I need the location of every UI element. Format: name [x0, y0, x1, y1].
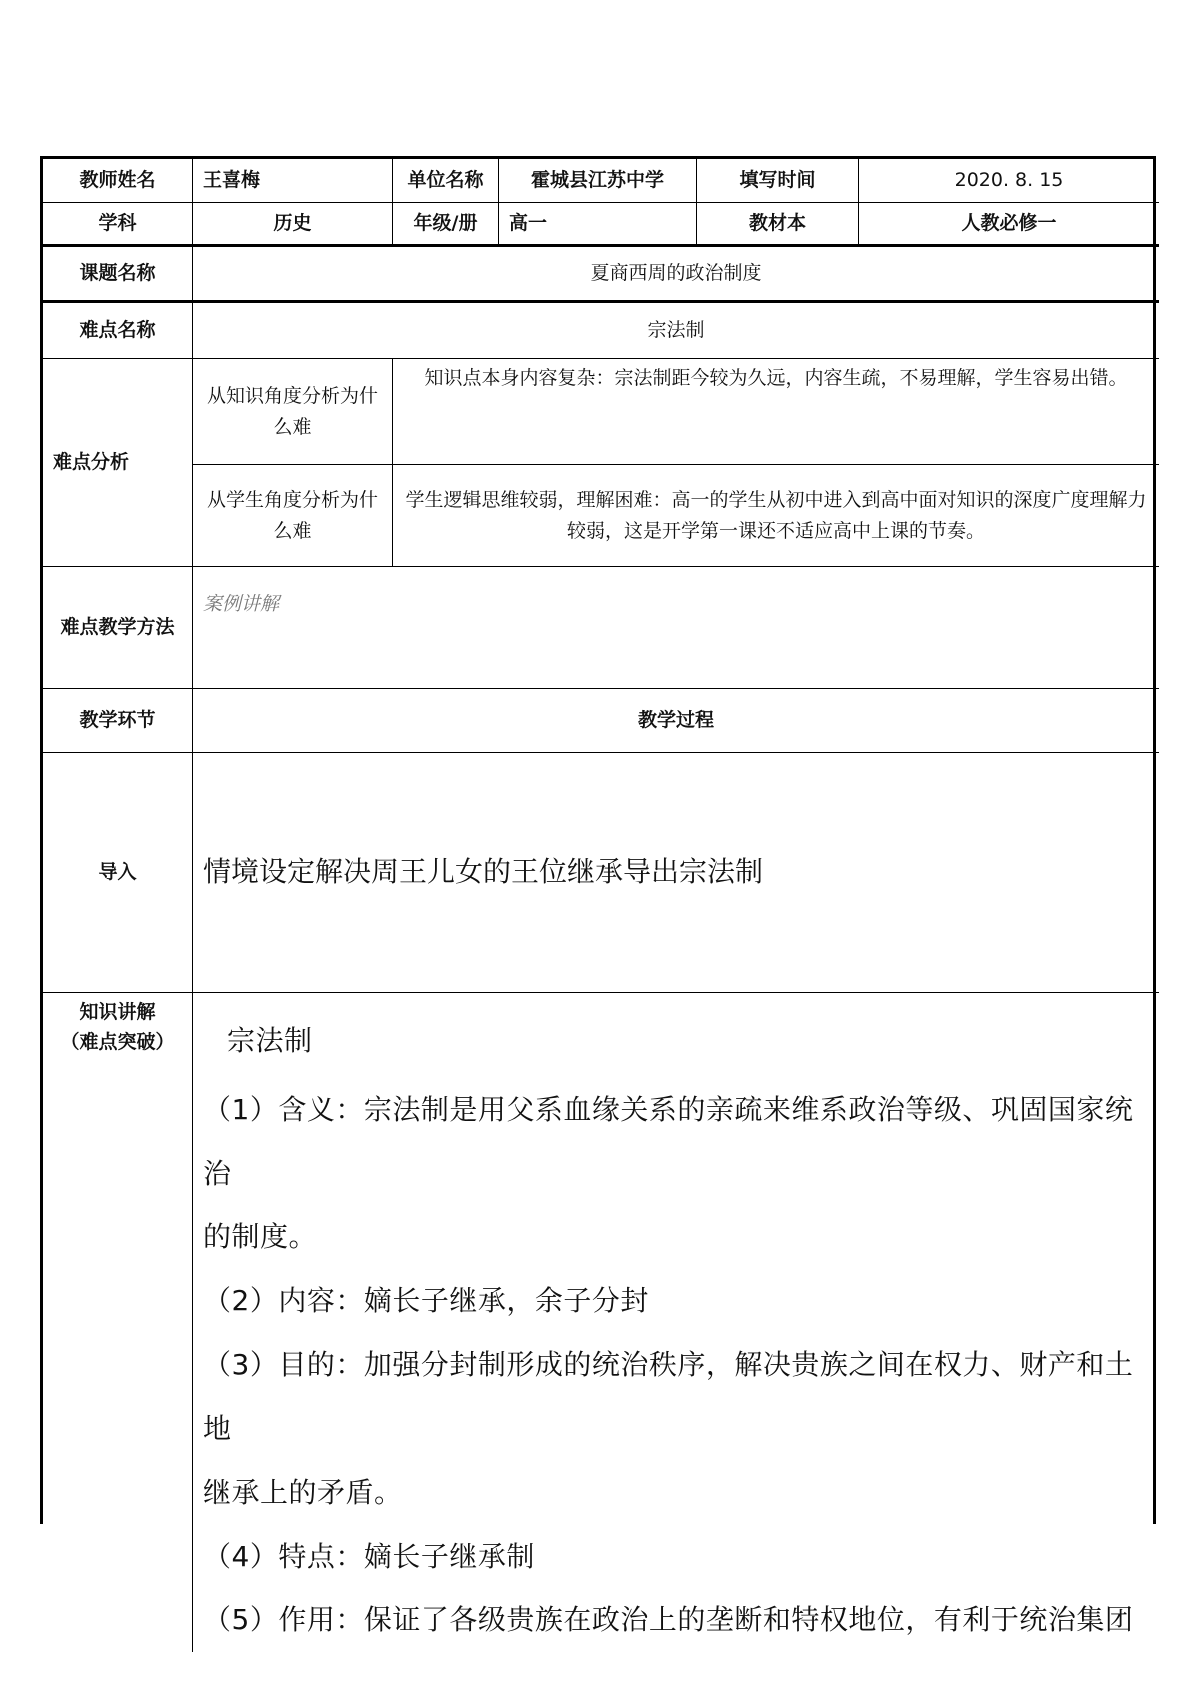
date-label: 填写时间	[697, 159, 859, 203]
topic-value: 夏商西周的政治制度	[193, 247, 1159, 303]
knowledge-line-5: 继承上的矛盾。	[203, 1475, 403, 1509]
intro-label: 导入	[43, 753, 193, 993]
textbook-label: 教材本	[697, 203, 859, 247]
subject-value: 历史	[193, 203, 393, 247]
date-value: 2020. 8. 15	[859, 159, 1159, 203]
teacher-label: 教师姓名	[43, 159, 193, 203]
knowledge-line-2: 的制度。	[203, 1220, 318, 1254]
knowledge-line-7: （5）作用：保证了各级贵族在政治上的垄断和特权地位，有利于统治集团	[203, 1603, 1134, 1637]
topic-label: 课题名称	[43, 247, 193, 303]
knowledge-label	[43, 993, 193, 1652]
method-value: 案例讲解	[193, 567, 1159, 689]
knowledge-line-6: （4）特点：嫡长子继承制	[203, 1539, 535, 1573]
method-label: 难点教学方法	[43, 567, 193, 689]
knowledge-label-line2: （难点突破）	[60, 1031, 175, 1054]
grade-value: 高一	[499, 203, 697, 247]
process-label: 教学环节	[43, 689, 193, 753]
intro-text: 情境设定解决周王儿女的王位继承导出宗法制	[193, 753, 1159, 993]
knowledge-angle-text: 知识点本身内容复杂：宗法制距今较为久远，内容生疏，不易理解，学生容易出错。	[393, 359, 1159, 465]
subject-label: 学科	[43, 203, 193, 247]
knowledge-title: 宗法制	[227, 1024, 313, 1057]
analysis-label: 难点分析	[43, 359, 193, 567]
textbook-value: 人教必修一	[859, 203, 1159, 247]
teacher-name: 王喜梅	[193, 159, 393, 203]
knowledge-angle-label: 从知识角度分析为什么难	[193, 359, 393, 465]
unit-label: 单位名称	[393, 159, 499, 203]
unit-name: 霍城县江苏中学	[499, 159, 697, 203]
knowledge-line-3: （2）内容：嫡长子继承，余子分封	[203, 1284, 649, 1318]
knowledge-line-1: （1）含义：宗法制是用父系血缘关系的亲疏来维系政治等级、巩固国家统治	[203, 1092, 1134, 1190]
knowledge-content	[193, 993, 1159, 1652]
knowledge-label-line1: 知识讲解	[79, 1001, 156, 1023]
grade-label: 年级/册	[393, 203, 499, 247]
student-angle-label: 从学生角度分析为什么难	[193, 465, 393, 567]
process-value: 教学过程	[193, 689, 1159, 753]
knowledge-line-4: （3）目的：加强分封制形成的统治秩序，解决贵族之间在权力、财产和土地	[203, 1348, 1134, 1445]
lesson-plan-table	[40, 156, 1156, 1637]
difficulty-value: 宗法制	[193, 303, 1159, 359]
student-angle-text: 学生逻辑思维较弱，理解困难：高一的学生从初中进入到高中面对知识的深度广度理解力较弱，这是开学第一课还不适应高中上课的节奏。	[393, 465, 1159, 567]
difficulty-label: 难点名称	[43, 303, 193, 359]
